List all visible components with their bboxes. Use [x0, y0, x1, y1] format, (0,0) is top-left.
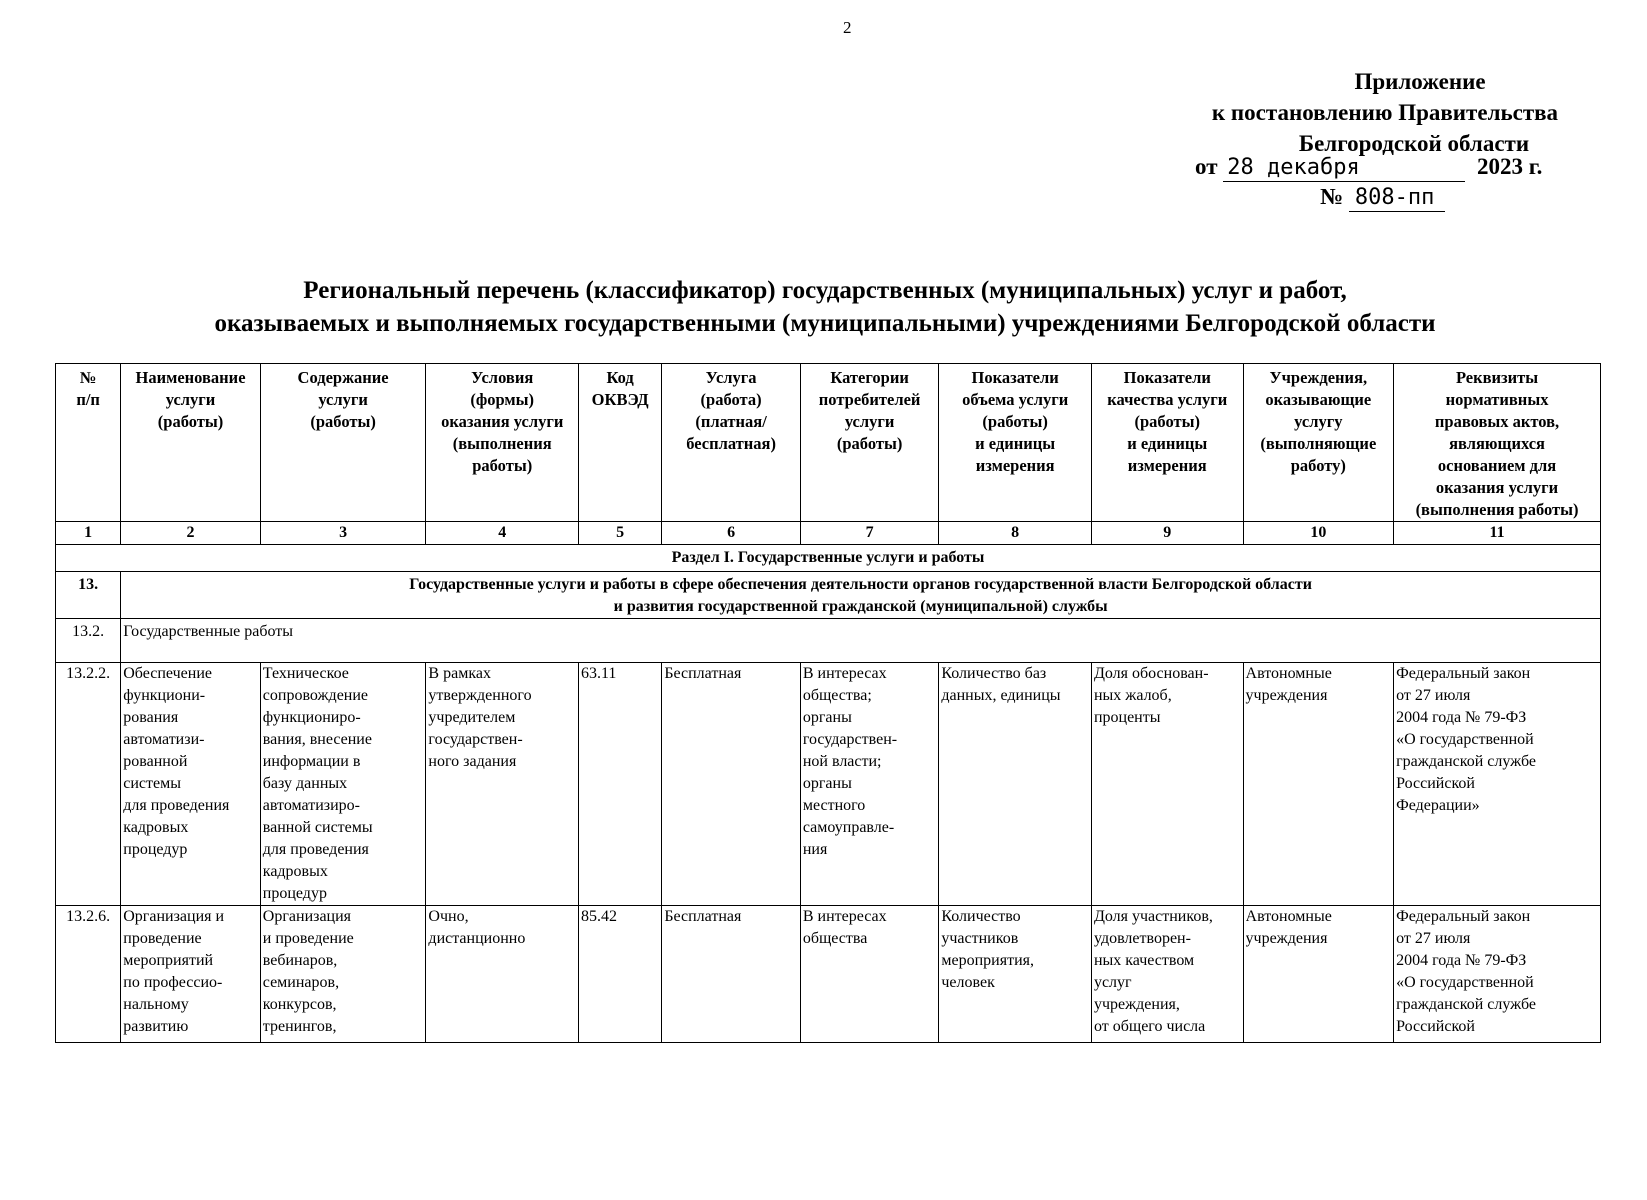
- header-cell: Показатели объема услуги (работы) и единицы измерения: [939, 364, 1092, 522]
- table-header-row: [56, 364, 1601, 522]
- volume-indicators: Количество участников мероприятия, человек: [939, 906, 1092, 1043]
- header-cell: Наименование услуги (работы): [121, 364, 261, 522]
- legal-acts: Федеральный закон от 27 июля 2004 года № 79-ФЗ «О государственной гражданской службе Российской: [1394, 906, 1601, 1043]
- header-cell: Содержание услуги (работы): [260, 364, 426, 522]
- subgroup-title: Государственные работы: [121, 619, 1601, 663]
- column-number: 11: [1394, 522, 1601, 545]
- header-cell: Показатели качества услуги (работы) и единицы измерения: [1091, 364, 1243, 522]
- column-number: 9: [1091, 522, 1243, 545]
- service-content: Организация и проведение вебинаров, семинаров, конкурсов, тренингов,: [260, 906, 426, 1043]
- okved-code: 63.11: [579, 663, 662, 906]
- header-cell: Учреждения, оказывающие услугу (выполняющие работу): [1243, 364, 1394, 522]
- header-cell: № п/п: [56, 364, 121, 522]
- institutions: Автономные учреждения: [1243, 906, 1394, 1043]
- page-number: 2: [843, 18, 852, 37]
- consumer-categories: В интересах общества: [800, 906, 939, 1043]
- column-number: 4: [426, 522, 579, 545]
- subgroup-row: [56, 619, 1601, 663]
- column-number: 7: [800, 522, 939, 545]
- document-title-line-2: оказываемых и выполняемых государственными (муниципальными) учреждениями Белгородской области: [214, 310, 1436, 337]
- service-name: Обеспечение функциони- рования автоматизи- рованной системы для проведения кадровых процедур: [121, 663, 261, 906]
- column-number: 2: [121, 522, 261, 545]
- paid-status: Бесплатная: [662, 663, 801, 906]
- table-row: [56, 663, 1601, 906]
- date-year: 2023 г.: [1477, 154, 1543, 179]
- column-number: 5: [579, 522, 662, 545]
- appendix-date: [1195, 154, 1542, 182]
- appendix-title: Приложение: [1354, 69, 1486, 94]
- appendix-number: [1320, 184, 1445, 212]
- column-number: 3: [260, 522, 426, 545]
- row-number: 13.2.6.: [56, 906, 121, 1043]
- volume-indicators: Количество баз данных, единицы: [939, 663, 1092, 906]
- appendix-region: Белгородской области: [1298, 131, 1530, 156]
- service-name: Организация и проведение мероприятий по профессио- нальному развитию: [121, 906, 261, 1043]
- header-cell: Условия (формы) оказания услуги (выполнения работы): [426, 364, 579, 522]
- subgroup-number: 13.2.: [56, 619, 121, 663]
- date-value: 28 декабря: [1223, 155, 1465, 182]
- institutions: Автономные учреждения: [1243, 663, 1394, 906]
- section-row: [56, 545, 1601, 572]
- column-number: 10: [1243, 522, 1394, 545]
- group-row: [56, 572, 1601, 619]
- section-title: Раздел I. Государственные услуги и работы: [56, 545, 1601, 572]
- header-cell: Услуга (работа) (платная/ бесплатная): [662, 364, 801, 522]
- row-number: 13.2.2.: [56, 663, 121, 906]
- service-content: Техническое сопровождение функциониро- вания, внесение информации в базу данных автоматизиро- ванной системы для проведения кадровых процедур: [260, 663, 426, 906]
- document-title-line-1: Региональный перечень (классификатор) государственных (муниципальных) услуг и работ,: [303, 277, 1347, 304]
- number-value: 808-пп: [1349, 185, 1445, 212]
- header-cell: Реквизиты нормативных правовых актов, являющихся основанием для оказания услуги (выполнения работы): [1394, 364, 1601, 522]
- column-number: 8: [939, 522, 1092, 545]
- header-cell: Категории потребителей услуги (работы): [800, 364, 939, 522]
- group-title-line-2: и развития государственной гражданской (муниципальной) службы: [613, 598, 1108, 615]
- appendix-block: [1150, 66, 1620, 159]
- header-cell: Код ОКВЭД: [579, 364, 662, 522]
- consumer-categories: В интересах общества; органы государствен- ной власти; органы местного самоуправле- ния: [800, 663, 939, 906]
- service-conditions: В рамках утвержденного учредителем государствен- ного задания: [426, 663, 579, 906]
- legal-acts: Федеральный закон от 27 июля 2004 года № 79-ФЗ «О государственной гражданской службе Российской Федерации»: [1394, 663, 1601, 906]
- group-title-line-1: Государственные услуги и работы в сфере обеспечения деятельности органов государственной власти Белгородской области: [409, 576, 1312, 593]
- okved-code: 85.42: [579, 906, 662, 1043]
- quality-indicators: Доля участников, удовлетворен- ных качеством услуг учреждения, от общего числа: [1091, 906, 1243, 1043]
- appendix-resolution: к постановлению Правительства: [1211, 100, 1559, 125]
- number-prefix: №: [1320, 184, 1344, 209]
- services-table: [55, 363, 1601, 1043]
- date-prefix: от: [1195, 154, 1218, 179]
- group-title: [121, 572, 1601, 619]
- paid-status: Бесплатная: [662, 906, 801, 1043]
- column-number: 1: [56, 522, 121, 545]
- column-number-row: [56, 522, 1601, 545]
- document-title: [60, 274, 1590, 340]
- column-number: 6: [662, 522, 801, 545]
- table-row: [56, 906, 1601, 1043]
- group-number: 13.: [56, 572, 121, 619]
- service-conditions: Очно, дистанционно: [426, 906, 579, 1043]
- quality-indicators: Доля обоснован- ных жалоб, проценты: [1091, 663, 1243, 906]
